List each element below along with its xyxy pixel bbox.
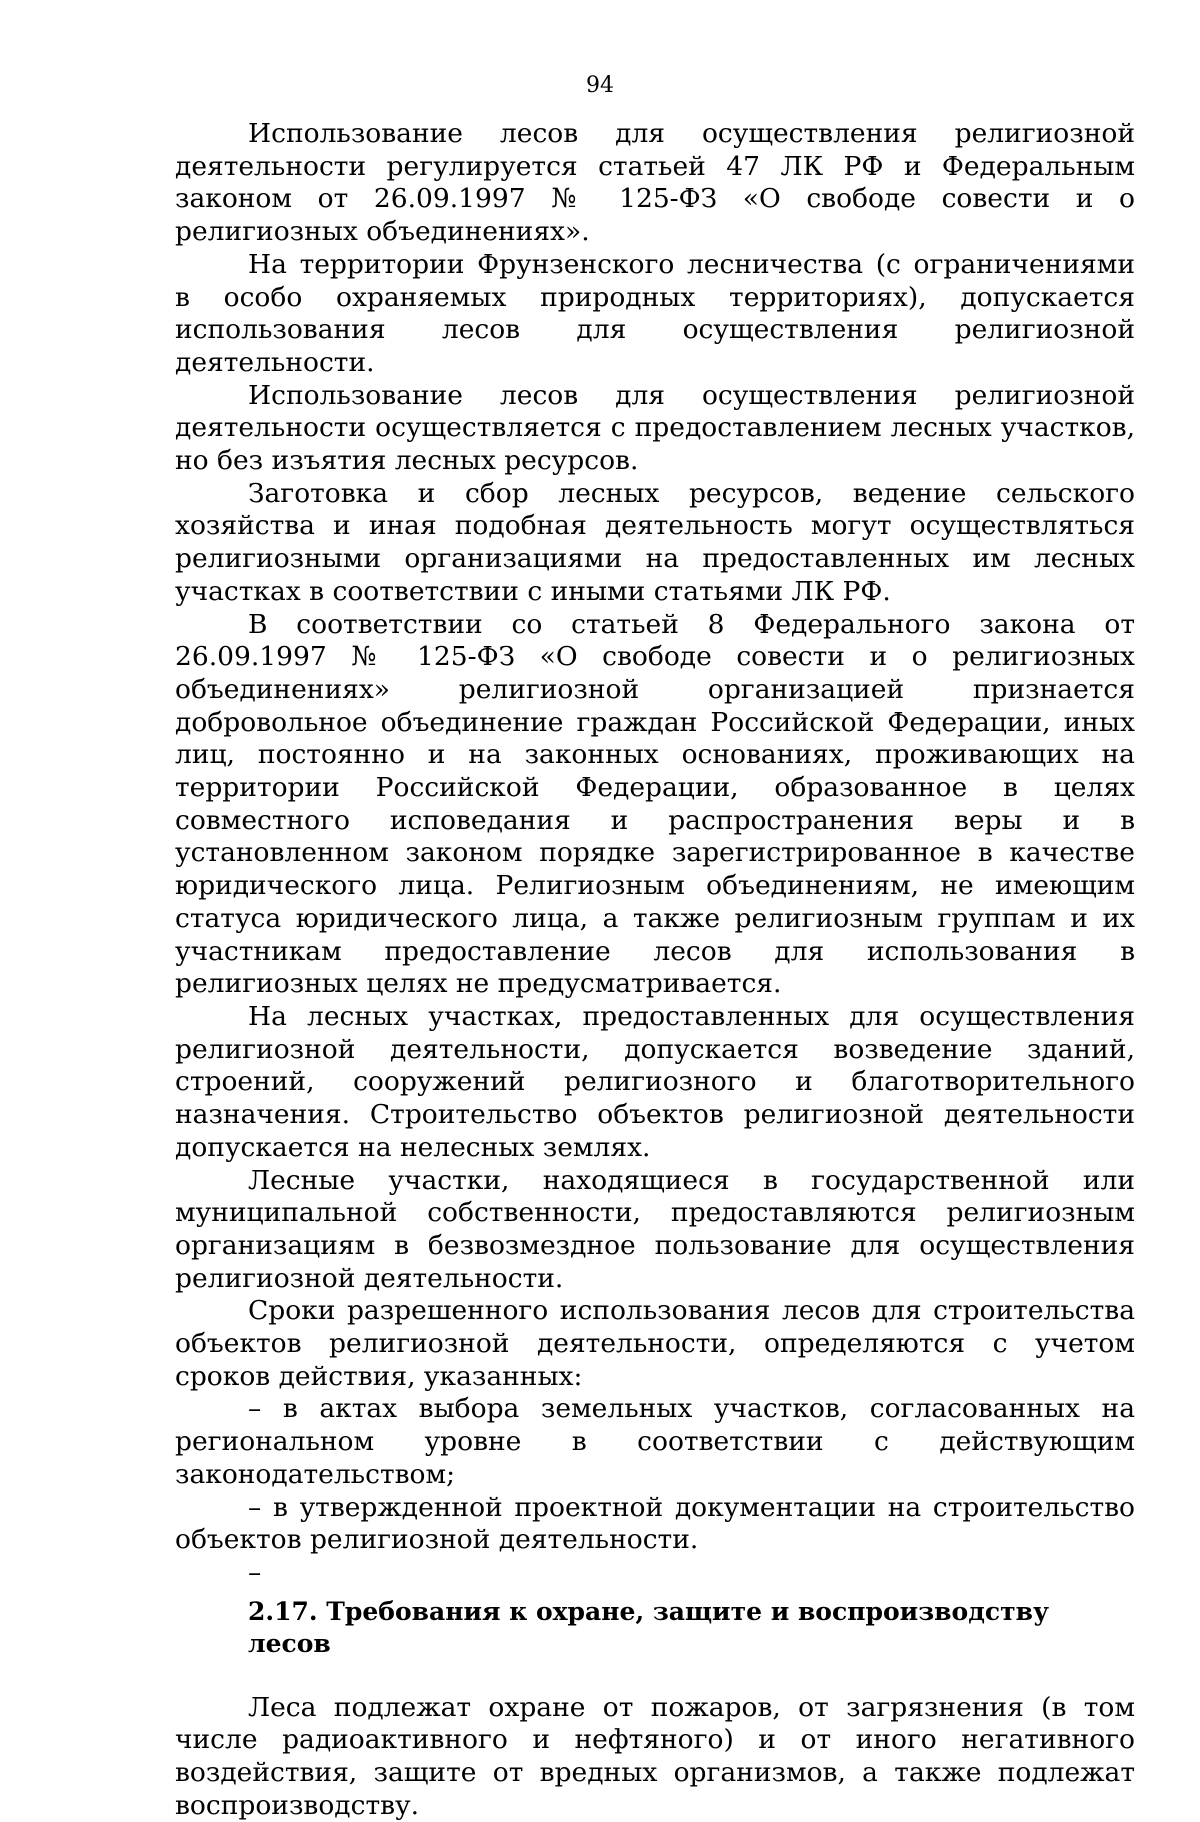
section-heading: 2.17. Требования к охране, защите и воспроизводству лесов xyxy=(248,1596,1049,1658)
paragraph: В соответствии со статьей 8 Федерального закона от 26.09.1997 № 125-ФЗ «О свободе совести и о религиозных объединениях» религиозной организацией признается добровольное объединение граждан Российской Федерации, иных лиц, постоянно и на законных основаниях, проживающих на территории Российской Федерации, образованное в целях совместного исповедания и распространения веры и в установленном законом порядке зарегистрированное в качестве юридического лица. Религиозным объединениям, не имеющим статуса юридического лица, а также религиозным группам и их участникам предоставление лесов для использования в религиозных целях не предусматривается. xyxy=(175,608,1135,1000)
list-item: – в утвержденной проектной документации на строительство объектов религиозной деятельности. xyxy=(175,1491,1135,1556)
empty-dash-line: – xyxy=(248,1556,262,1588)
paragraph: На лесных участках, предоставленных для осуществления религиозной деятельности, допускается возведение зданий, строений, сооружений религиозного и благотворительного назначения. Строительство объектов религиозной деятельности допускается на нелесных землях. xyxy=(175,1000,1135,1163)
paragraph: Использование лесов для осуществления религиозной деятельности осуществляется с предоставлением лесных участков, но без изъятия лесных ресурсов. xyxy=(175,379,1135,477)
list-item: – в актах выбора земельных участков, согласованных на региональном уровне в соответствии с действующим законодательством; xyxy=(175,1393,1135,1490)
paragraph: Лесные участки, находящиеся в государственной или муниципальной собственности, предоставляются религиозным организациям в безвозмездное пользование для осуществления религиозной деятельности. xyxy=(175,1164,1135,1294)
paragraph: Сроки разрешенного использования лесов для строительства объектов религиозной деятельности, определяются с учетом сроков действия, указанных: xyxy=(175,1295,1135,1392)
paragraph: На территории Фрунзенского лесничества (с ограничениями в особо охраняемых природных территориях), допускается использования лесов для осуществления религиозной деятельности. xyxy=(175,248,1135,378)
document-body xyxy=(175,118,1135,1822)
page-number: 94 xyxy=(586,73,614,98)
paragraph: Использование лесов для осуществления религиозной деятельности регулируется статьей 47 ЛК РФ и Федеральным законом от 26.09.1997 № 125-ФЗ «О свободе совести и о религиозных объединениях». xyxy=(175,118,1135,248)
paragraph: Заготовка и сбор лесных ресурсов, ведение сельского хозяйства и иная подобная деятельность могут осуществляться религиозными организациями на предоставленных им лесных участках в соответствии с иными статьями ЛК РФ. xyxy=(175,477,1135,607)
paragraph: Леса подлежат охране от пожаров, от загрязнения (в том числе радиоактивного и нефтяного) и от иного негативного воздействия, защите от вредных организмов, а также подлежат воспроизводству. xyxy=(175,1691,1135,1821)
